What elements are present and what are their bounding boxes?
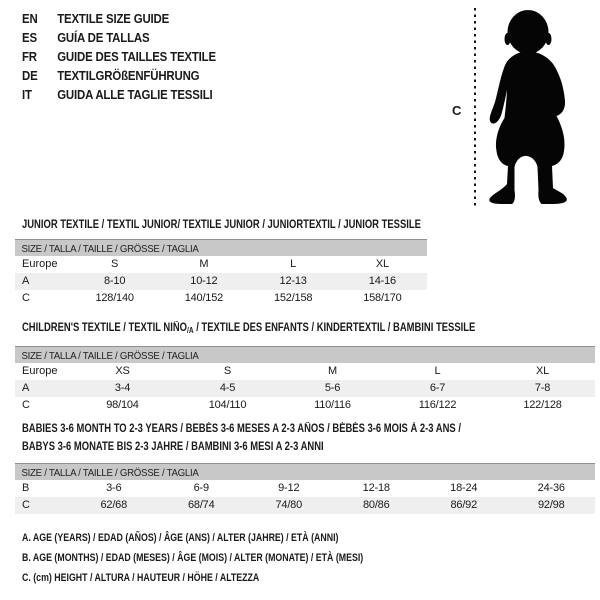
section-title-text: /A (187, 326, 194, 335)
size-cell: S (111, 258, 119, 270)
height-dotted-line (474, 8, 476, 207)
size-cell: 5-6 (324, 382, 341, 394)
language-title: GUIDA ALLE TAGLIE TESSILI (57, 87, 213, 102)
size-cell: 6-7 (429, 382, 446, 394)
size-cell: 80/86 (362, 499, 390, 511)
size-cell: 98/104 (106, 399, 139, 411)
height-measure-label: C (452, 103, 462, 118)
size-cell: 18-24 (450, 482, 478, 494)
legend-notes (22, 528, 449, 588)
table-row (15, 363, 595, 380)
size-cell: 74/80 (275, 499, 303, 511)
language-row (22, 85, 216, 104)
size-cell: 104/110 (208, 399, 247, 411)
size-cell: XL (535, 365, 550, 377)
language-code: FR (22, 49, 37, 64)
table-row (15, 273, 427, 290)
size-header-bar (15, 239, 427, 256)
language-title: TEXTILGRÖßENFÜHRUNG (57, 68, 200, 83)
size-cell: 68/74 (187, 499, 215, 511)
size-cell: 12-13 (279, 275, 307, 287)
table-row (15, 397, 595, 414)
size-cell: 3-6 (106, 482, 122, 494)
row-label: C (22, 499, 30, 511)
size-table-children (15, 346, 595, 414)
size-cell: 116/122 (418, 399, 457, 411)
baby-silhouette-icon (487, 8, 573, 204)
size-header-text: SIZE / TALLA / TAILLE / GRÖSSE / TAGLIA (21, 243, 199, 255)
size-table-babies (15, 463, 595, 514)
legend-note-line: A. AGE (YEARS) / EDAD (AÑOS) / ÂGE (ANS) / ALTER (JAHRE) / ETÀ (ANNI) (22, 532, 339, 544)
section-title-text: BABIES 3-6 MONTH TO 2-3 YEARS / BEBÉS 3-6 MESES A 2-3 AÑOS / BÉBÉS 3-6 MOIS À 2-3 ANS / (22, 423, 461, 435)
language-code: DE (22, 68, 38, 83)
legend-note-line: C. (cm) HEIGHT / ALTURA / HAUTEUR / HÖHE / ALTEZZA (22, 572, 260, 584)
size-cell: 158/170 (363, 292, 402, 304)
section-title-babies (22, 421, 461, 456)
size-cell: 7-8 (534, 382, 551, 394)
size-cell: 24-36 (537, 482, 565, 494)
section-title-text: / TEXTILE DES ENFANTS / KINDERTEXTIL / BAMBINI TESSILE (193, 322, 476, 334)
size-cell: 9-12 (278, 482, 300, 494)
size-cell: M (328, 365, 337, 377)
size-cell: 122/128 (523, 399, 562, 411)
size-cell: 8-10 (104, 275, 126, 287)
size-cell: 12-18 (362, 482, 390, 494)
table-row (15, 290, 427, 307)
row-label: C (22, 399, 30, 411)
language-row (22, 28, 216, 47)
language-title: GUÍA DE TALLAS (57, 30, 150, 45)
size-table-junior (15, 239, 427, 307)
language-code: EN (22, 11, 38, 26)
size-cell: 6-9 (193, 482, 209, 494)
language-title: GUIDE DES TAILLES TEXTILE (57, 49, 216, 64)
size-cell: 152/158 (273, 292, 313, 304)
size-cell: 92/98 (537, 499, 565, 511)
section-title-text: BABYS 3-6 MONATE BIS 2-3 JAHRE / BAMBINI 3-6 MESI A 2-3 ANNI (22, 440, 324, 453)
size-header-bar (15, 346, 595, 363)
size-cell: 140/152 (184, 292, 224, 304)
size-cell: L (434, 365, 441, 377)
language-code: IT (22, 87, 32, 102)
row-label: Europe (22, 365, 58, 377)
table-row (15, 480, 595, 497)
size-cell: XL (375, 258, 389, 270)
size-cell: L (290, 258, 297, 270)
language-row (22, 47, 216, 66)
size-cell: M (199, 258, 209, 270)
size-cell: 128/140 (95, 292, 134, 304)
table-row (15, 497, 595, 514)
size-cell: 3-4 (114, 382, 131, 394)
size-cell: 4-5 (219, 382, 236, 394)
size-cell: 14-16 (368, 275, 396, 287)
size-cell: XS (115, 365, 130, 377)
size-cell: 110/116 (314, 399, 351, 411)
row-label: A (22, 382, 30, 394)
row-label: Europe (22, 258, 58, 270)
language-row (22, 66, 216, 85)
legend-note-line: B. AGE (MONTHS) / EDAD (MESES) / ÂGE (MOIS) / ALTER (MONATE) / ETÀ (MESI) (22, 552, 364, 564)
language-code: ES (22, 30, 37, 45)
size-header-text: SIZE / TALLA / TAILLE / GRÖSSE / TAGLIA (21, 350, 199, 362)
size-cell: 10-12 (190, 275, 218, 287)
section-title-junior (22, 217, 421, 235)
language-list (22, 9, 242, 104)
table-row (15, 380, 595, 397)
size-header-bar (15, 463, 595, 480)
row-label: B (22, 482, 30, 494)
section-title-text: CHILDREN'S TEXTILE / TEXTIL NIÑO (22, 322, 188, 334)
language-row (22, 9, 216, 28)
section-title-text: JUNIOR TEXTILE / TEXTIL JUNIOR/ TEXTILE JUNIOR / JUNIORTEXTIL / JUNIOR TESSILE (22, 219, 421, 231)
language-title: TEXTILE SIZE GUIDE (57, 11, 170, 26)
row-label: C (22, 292, 30, 304)
size-cell: 62/68 (100, 499, 128, 511)
section-title-children (22, 320, 475, 340)
size-cell: S (223, 365, 232, 377)
size-cell: 86/92 (450, 499, 478, 511)
table-row (15, 256, 427, 273)
row-label: A (22, 275, 30, 287)
size-header-text: SIZE / TALLA / TAILLE / GRÖSSE / TAGLIA (21, 467, 199, 479)
